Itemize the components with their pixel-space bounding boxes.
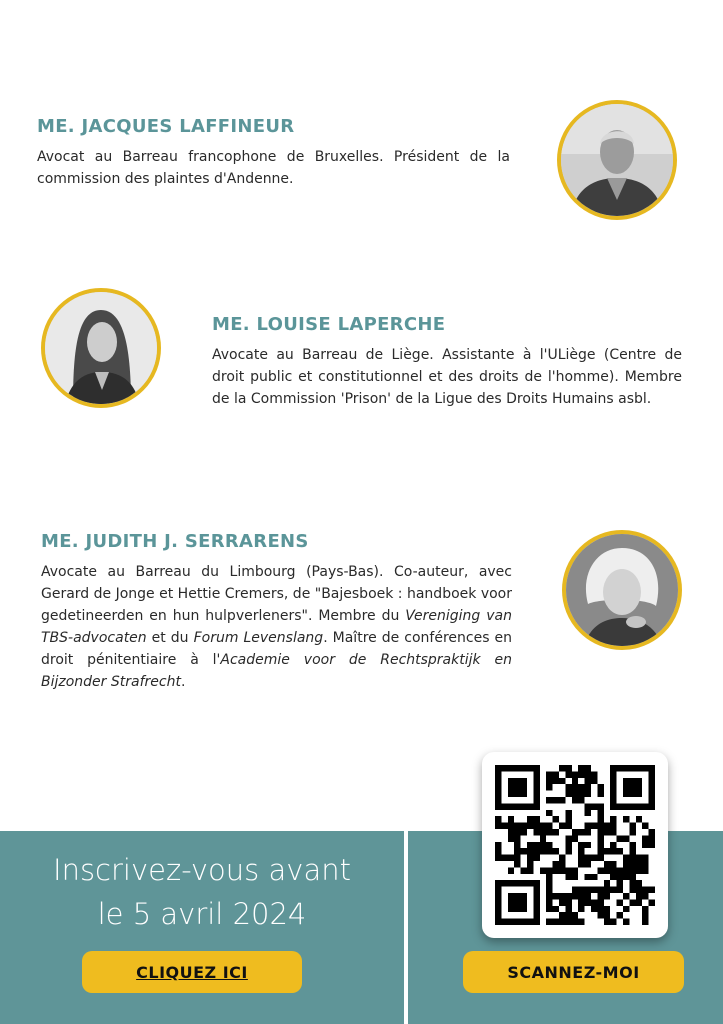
bio-text: Avocate au Barreau du Limbourg (Pays-Bas). Co-auteur, avec Gerard de Jonge et Hettie Cremers, de "Bajesboek : handboek voor gedetineerden en hun hulpverleners". Membre du <box>41 564 512 624</box>
speaker-bio-laffineur: Avocat au Barreau francophone de Bruxelles. Président de la commission des plaintes d'Andenne. <box>37 149 510 187</box>
speaker-bio-laperche: Avocate au Barreau de Liège. Assistante à l'ULiège (Centre de droit public et constitutionnel et des droits de l'homme). Membre de la Commission 'Prison' de la Ligue des Droits Humains asbl. <box>212 347 682 407</box>
portrait-laperche <box>41 288 161 408</box>
speaker-name-laffineur: ME. JACQUES LAFFINEUR <box>37 116 295 137</box>
qr-code-icon <box>495 765 655 925</box>
portrait-photo-icon <box>566 534 678 646</box>
bio-italic-institution: Academie voor de Rechtspraktijk en Bijzonder Strafrecht <box>41 652 512 690</box>
speaker-bio-serrarens <box>41 561 512 693</box>
bio-italic-organisation: Forum Levenslang <box>193 630 324 646</box>
scan-me-button[interactable]: SCANNEZ-MOI <box>463 951 684 993</box>
registration-deadline-line2: le 5 avril 2024 <box>97 897 307 931</box>
speaker-name-laperche: ME. LOUISE LAPERCHE <box>212 314 446 335</box>
portrait-laffineur <box>557 100 677 220</box>
registration-panel <box>0 831 404 1024</box>
bio-text: . Maître de conférences en droit pénitentiaire à l' <box>41 630 512 668</box>
register-button[interactable]: CLIQUEZ ICI <box>82 951 302 993</box>
bio-italic-organisation: Vereniging van TBS-advocaten <box>41 608 513 646</box>
bio-text: et du <box>146 630 194 646</box>
portrait-photo-icon <box>45 292 157 404</box>
portrait-serrarens <box>562 530 682 650</box>
portrait-photo-icon <box>561 104 673 216</box>
registration-deadline-line1: Inscrivez-vous avant <box>53 853 351 887</box>
bio-text: . <box>180 674 186 690</box>
qr-code-card[interactable] <box>482 752 668 938</box>
speaker-name-serrarens: ME. JUDITH J. SERRARENS <box>41 531 309 552</box>
